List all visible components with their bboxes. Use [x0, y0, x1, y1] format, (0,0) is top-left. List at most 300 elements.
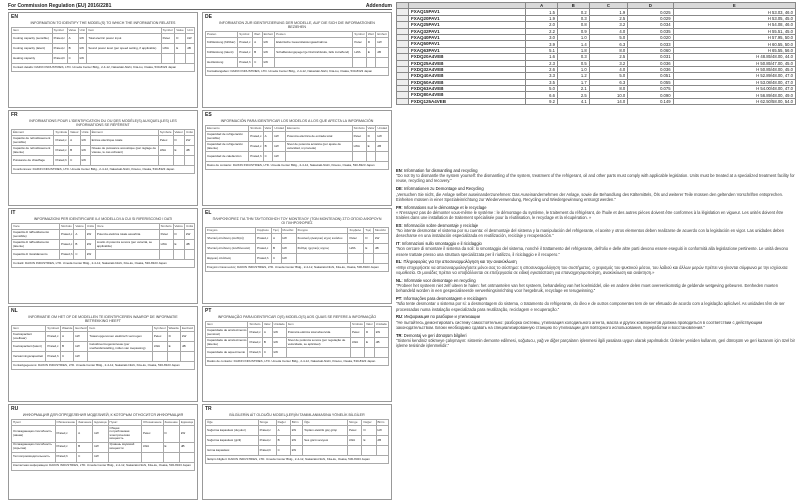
table-cell: Ψυκτική απόδοση (αισθητή)	[206, 234, 256, 244]
table-row	[12, 442, 195, 452]
model-name: FXAQ20PAV1	[409, 15, 526, 21]
table-cell: kW	[80, 146, 90, 156]
note-heading: Informatie voor demontage en recycling	[403, 277, 476, 283]
note-text: "No intente desmontar el sistema por su cuenta: el desmontaje del sistema y la manipulación del refrigerante, el aceite y otros elementos deben realizarse de acuerdo con la legislación en vigor. Las unidades deben desecharse en una instalación especializada en reutilización, reciclaje y recuperación."	[396, 228, 785, 239]
table-cell	[184, 156, 194, 166]
disposal-note-it: IT: Informazioni sullo smontaggio e il riciclaggio "Non cercare di smontare il sistema da soli: lo smontaggio del sistema, nonché il trattamento del refrigerante, dell'olio e delle altre parti devono essere eseguiti in conformità alla legislazione pertinente. Le unità devono essere trattate presso una struttura specializzata per il riutilizzo, il riciclaggio e il recupero."	[396, 241, 789, 257]
column-header: Valore	[174, 223, 183, 228]
spec-value: 9.2	[526, 98, 558, 104]
table-cell: Koelcapaciteit (voelbaar)	[12, 332, 46, 342]
spec-value: H 56.89/48.00, 49.0	[673, 92, 795, 98]
block-title: INFORMAÇÃO PARA IDENTIFICAR O(S) MODELO(S) AOS QUAIS SE REFERE A INFORMAÇÃO	[217, 315, 377, 319]
spec-value: 5.0	[526, 86, 558, 92]
table-cell: Pelec	[350, 328, 364, 338]
table-cell: A	[272, 234, 282, 244]
table-cell: B	[61, 342, 74, 352]
column-header: Symbool	[47, 325, 59, 330]
column-header: Item	[88, 326, 152, 332]
table-cell: E	[366, 48, 376, 58]
table-cell: Cooling capacity (latent)	[12, 44, 53, 54]
table-cell: kW	[373, 234, 388, 244]
spec-value: 6.6	[526, 92, 558, 98]
table-cell: dB	[376, 142, 389, 152]
table-cell: Capacidade de aquecimento	[206, 348, 248, 358]
column-header: Unidade	[273, 321, 285, 326]
info-block-el	[202, 208, 392, 304]
model-name: FXDQ32A4VEB	[409, 66, 526, 72]
table-cell: A	[77, 426, 93, 442]
spec-value: 0.5	[557, 60, 589, 66]
spec-value: H 55.51, 45.0	[673, 28, 795, 34]
disposal-note-ru: RU: Информация по разборке и утилизации "Не пытайтесь демонтировать систему самостоятельно: разборка системы, утилизация холодильного агента, масла и других компонентов должна проводиться в соответствии с действующим законодательством. Блоки необходимо сдавать на специализированную станцию по утилизации для повторного использования, переработки и восстановления."	[396, 314, 763, 330]
column-header: Unité	[185, 129, 193, 134]
spec-value: 2.6	[526, 66, 558, 72]
column-header: Símbolo	[250, 125, 262, 130]
table-cell: Prated,h	[256, 254, 272, 264]
spec-value: 1.9	[589, 9, 628, 15]
table-cell: B	[276, 436, 290, 446]
spec-row	[397, 98, 796, 104]
table-cell	[173, 156, 184, 166]
info-table	[11, 129, 195, 174]
column-header: Value	[176, 27, 184, 32]
note-language-code: EL	[396, 259, 402, 265]
table-row	[206, 436, 389, 446]
column-header: Símbolo	[249, 321, 261, 326]
table-cell: E	[175, 44, 186, 54]
column-header: Símbolo	[351, 321, 363, 326]
spec-value: 0.3	[557, 54, 589, 60]
note-heading: Πληροφορίες για την αποσυναρμολόγηση και την ανακύκλωση	[403, 259, 517, 265]
spec-value: H 54.08, 46.0	[673, 22, 795, 28]
column-header: Unité	[81, 129, 89, 134]
spec-value: 5.0	[589, 73, 628, 79]
table-cell	[366, 58, 376, 68]
table-cell: kW	[186, 34, 195, 44]
table-cell: Prated,c	[256, 234, 272, 244]
column-header: Unidad	[377, 125, 387, 130]
table-cell: Heizleistung	[206, 58, 238, 68]
table-cell: Geluidsvermogensniveau (per snelheidsinstelling, indien van toepassing)	[88, 342, 152, 352]
column-header: Waarde	[62, 325, 73, 330]
note-language-code: IT	[396, 241, 400, 247]
table-row	[206, 426, 389, 436]
table-row	[12, 54, 195, 64]
contact-details: Datos de contacto: DAIKIN INDUSTRIES, LTD. Umeda Center Bldg., 2-4-12, Nakazaki-Nishi, Kita-ku, Osaka, 530-8323 Japan	[206, 162, 389, 170]
model-name: FXDQ125A4VEB	[409, 98, 526, 104]
table-cell: Capacidad de refrigeración (sensible)	[206, 132, 249, 142]
table-cell: Isıtma kapasitesi	[206, 446, 259, 456]
column-header: Единица	[94, 419, 107, 424]
language-code: EL	[205, 210, 212, 216]
spec-value: 0.8	[557, 22, 589, 28]
table-row	[12, 426, 195, 442]
contact-details: Στοιχεία επικοινωνίας: DAIKIN INDUSTRIES, LTD. Umeda Center Bldg., 2-4-12, Nakazaki-Nishi, Kita-ku, Osaka, 530-8323 Japan	[206, 264, 389, 272]
table-cell: kW	[281, 234, 296, 244]
column-header: Unità	[185, 223, 193, 228]
table-cell: B	[74, 240, 85, 250]
column-header: Birim	[290, 420, 302, 426]
table-cell	[159, 250, 173, 260]
table-cell	[286, 348, 350, 358]
table-cell: D	[175, 34, 186, 44]
table-cell: Pelec	[158, 136, 173, 146]
table-cell: C	[67, 54, 78, 64]
column-header: Voce	[12, 224, 60, 230]
info-table	[205, 419, 389, 464]
column-header: Τιμή	[364, 228, 374, 234]
column-header: Simbolo	[160, 223, 172, 228]
column-header: Пункт	[108, 420, 141, 426]
info-block-en	[8, 12, 198, 108]
column-header: Einheit	[377, 31, 387, 36]
column-header: Unit	[187, 27, 193, 32]
column-header: Τιμή	[272, 228, 282, 234]
spec-value: 0.060	[628, 47, 673, 53]
spec-value: 4.0	[589, 66, 628, 72]
table-cell: Охлаждающая способность (скрытая)	[12, 442, 56, 452]
table-cell: Prated,c	[46, 332, 61, 342]
spec-column-header: D	[628, 3, 673, 9]
table-cell: Prated,h	[238, 58, 253, 68]
column-header: Пункт	[12, 420, 56, 426]
spec-value: 0.075	[628, 86, 673, 92]
table-cell: kW	[93, 426, 108, 442]
table-cell: B	[77, 442, 93, 452]
language-code: NL	[11, 308, 18, 314]
table-cell: Pelec	[161, 34, 175, 44]
column-header: Öğe	[303, 420, 348, 426]
column-header: Value	[68, 27, 77, 32]
info-table	[205, 227, 389, 272]
note-language-code: FR	[396, 204, 402, 210]
note-text: „Versuchen Sie nicht, die Anlage selber auseinanderzunehmen: Das Auseinandernehmen der Anlage, sowie die Behandlung des Kältemittels, Öls und weiterer Teile müssen den geltenden Vorschriften entsprechen. Einheiten müssen in einer Spezialeinrichtung zur Wiederverwendung, Recycling und Wiedergewinnung entsorgt werden."	[396, 191, 784, 202]
table-cell	[90, 156, 158, 166]
column-header: Symbole	[159, 129, 172, 134]
table-cell: A	[263, 132, 273, 142]
info-table	[205, 125, 389, 170]
table-cell: A	[276, 426, 290, 436]
table-row	[12, 136, 195, 146]
spec-value: H 53.03, 46.0	[673, 9, 795, 15]
disposal-note-nl: NL: Informatie voor demontage en recycling "Probeer het systeem niet zelf uiteen te halen: het ontmantelen van het systeem, behandeling van het koelmiddel, olie en andere delen moet overeenkomstig de geldende wetgeving gebeuren. Eenheden moeten behandeld worden in een gespecialiseerde verwerkingsinrichting voor hergebruik, recyclage en terugwinning."	[396, 277, 778, 294]
spec-value: 10.0	[589, 92, 628, 98]
table-cell: Prated,c	[60, 230, 74, 240]
language-code: FR	[11, 112, 18, 118]
table-cell	[161, 54, 175, 64]
spec-value: 3.0	[526, 34, 558, 40]
spec-value: 2.3	[526, 60, 558, 66]
column-header: Item	[286, 322, 350, 328]
disposal-note-el: EL: Πληροφορίες για την αποσυναρμολόγηση και την ανακύκλωση «Μην επιχειρήσετε να αποσυναρμολογήσετε μόνοι σας το σύστημα: η αποσυναρμολόγηση του συστήματος, ο χειρισμός του ψυκτικού μέσου, του λαδιού και άλλων μερών πρέπει να γίνονται σύμφωνα με την ισχύουσα νομοθεσία. Οι μονάδες πρέπει να υποβάλλονται σε επεξεργασία σε ειδική εγκατάσταση για επαναχρησιμοποίηση, ανακύκλωση και ανάκτηση.»	[396, 259, 788, 275]
spec-value: 8.0	[589, 86, 628, 92]
column-header: Değer	[276, 420, 290, 426]
table-cell	[296, 254, 348, 264]
table-cell: kW	[78, 34, 87, 44]
table-cell: Prated,c	[256, 244, 272, 254]
block-title: ИНФОРМАЦИЯ ДЛЯ ОПРЕДЕЛЕНИЯ МОДЕЛИ/ЕЙ, К КОТОРЫМ ОТНОСИТСЯ ИНФОРМАЦИЯ	[22, 413, 184, 417]
table-cell	[362, 446, 376, 456]
block-title: INFORMATION ZUR IDENTIFIZIERUNG DER MODELLE, AUF DIE SICH DIE INFORMATIONEN BEZIEHEN	[219, 21, 375, 30]
table-cell: dB	[376, 436, 389, 446]
table-cell: A	[67, 34, 78, 44]
table-cell: A	[61, 332, 74, 342]
table-cell: Prated,c	[258, 426, 276, 436]
table-cell: D	[366, 38, 376, 48]
note-heading: Informazioni sullo smontaggio e il riciclaggio	[401, 241, 482, 247]
spec-value: 1.7	[557, 79, 589, 85]
table-cell: kW	[374, 328, 388, 338]
table-cell: C	[61, 352, 74, 362]
note-text: "Sistemi kendiniz sökmeye çalışmayın: sistemin demonte edilmesi, soğutucu, yağ ve diğer parçaların işlenmesi ilgili yasalara uygun olarak yapılmalıdır. Üniteler yeniden kullanım, geri dönüşüm ve geri kazanım için özel bir işleme tesisinde işlenmelidir."	[396, 337, 795, 349]
table-cell	[374, 348, 388, 358]
table-cell: kW	[179, 426, 194, 442]
spec-value: 0.033	[628, 41, 673, 47]
spec-value: 5.0	[589, 34, 628, 40]
spec-value: 3.3	[526, 73, 558, 79]
spec-value: 3.2	[589, 22, 628, 28]
table-cell: Elektrische Gesamtleistungsaufnahme	[275, 38, 353, 48]
contact-details: Coordonnées: DAIKIN INDUSTRIES, LTD. Umeda Center Bldg., 2-4-12, Nakazaki-Nishi, Kita-ku, Osaka, 530-8323 Japan	[12, 166, 195, 174]
table-cell: C	[77, 452, 93, 462]
table-cell: E	[163, 442, 179, 452]
table-cell: C	[263, 152, 273, 162]
table-cell: E	[173, 146, 184, 156]
spec-value: 0.036	[628, 60, 673, 66]
column-header: Μονάδα	[373, 228, 388, 234]
column-header: Posten	[275, 32, 353, 38]
table-cell: kW	[85, 250, 95, 260]
block-title: INFORMAZIONI PER IDENTIFICARE IL/I MODELLO/I A CUI SI RIFERISCONO I DATI	[33, 217, 173, 221]
spec-value: H 53.05, 45.0	[673, 15, 795, 21]
table-cell: C	[276, 446, 290, 456]
table-cell	[184, 250, 194, 260]
table-cell: Soğutma kapasitesi (gizli)	[206, 436, 259, 446]
column-header: Item	[87, 28, 161, 34]
table-row	[12, 352, 195, 362]
spec-value: H 54.00/48.00, 47.0	[673, 86, 795, 92]
contact-details: Dados de contacto: DAIKIN INDUSTRIES, LTD. Umeda Center Bldg., 2-4-12, Nakazaki-Nishi, Kita-ku, Osaka, 530-8323 Japan	[206, 358, 389, 366]
table-cell: Capacità di riscaldamento	[12, 250, 60, 260]
table-cell	[348, 254, 364, 264]
column-header: Değer	[362, 420, 376, 426]
disposal-note-de: DE: Informationen zu Demontage und Recycling „Versuchen Sie nicht, die Anlage selber auseinanderzunehmen: Das Auseinandernehmen der Anlage, sowie die Behandlung des Kältemittels, Öls und weiterer Teile müssen den geltenden Vorschriften entsprechen. Einheiten müssen in einer Spezialeinrichtung zur Wiederverwendung, Recycling und Wiedergewinnung entsorgt werden."	[396, 186, 784, 202]
table-row	[206, 254, 389, 264]
table-cell: Total electric power input	[87, 34, 161, 44]
table-cell: kW	[93, 442, 108, 452]
table-cell	[303, 446, 348, 456]
language-code: RU	[11, 406, 19, 412]
table-cell	[373, 254, 388, 264]
table-cell: D	[163, 426, 179, 442]
model-name: FXDQ20A4VEB	[409, 54, 526, 60]
table-cell: Στάθμη ηχητικής ισχύος	[296, 244, 348, 254]
table-row	[206, 328, 389, 338]
table-cell: Prated,h	[60, 250, 74, 260]
column-header: Symbol	[354, 31, 365, 36]
column-header: Symbol	[238, 32, 253, 38]
table-cell: LWA	[352, 142, 366, 152]
table-cell: E	[364, 244, 374, 254]
table-cell: Prated,c	[248, 328, 262, 338]
column-header: Eenheid	[181, 325, 193, 330]
note-language-code: ES	[396, 222, 402, 228]
table-cell: Pelec	[159, 230, 173, 240]
note-text: "Não tente desmontar o sistema por si: a desmontagem do sistema, o tratamento do refrigerante, do óleo e de outros componentes tem de ser efetuado de acordo com a legislação aplicável. As unidades têm de ser processadas numa instalação especializada para reutilização, reciclagem e recuperação."	[396, 301, 785, 312]
block-title: INFORMATIE OM HET OF DE MODELLEN TE IDENTIFICEREN WAAROP DE INFORMATIE BETREKKING HEEFT	[28, 315, 178, 324]
table-cell: kW	[272, 338, 286, 348]
language-code: EN	[11, 14, 18, 20]
model-name: FXAQ40PAV1	[409, 34, 526, 40]
spec-value: 2.5	[589, 54, 628, 60]
table-cell	[366, 152, 376, 162]
spec-value: 6.3	[589, 41, 628, 47]
table-cell: Общая потребляемая электрическая мощность	[108, 426, 141, 442]
table-row	[206, 338, 389, 348]
spec-value: 0.034	[628, 22, 673, 28]
table-row	[12, 452, 195, 462]
spec-value: 0.035	[628, 28, 673, 34]
document-header	[8, 2, 392, 10]
column-header: Symbol	[52, 28, 67, 34]
column-header: Simbolo	[61, 223, 72, 228]
info-table	[11, 419, 195, 470]
table-cell: kW	[262, 38, 275, 48]
table-cell: LWA	[347, 436, 361, 446]
table-cell	[376, 152, 389, 162]
column-header: Значение	[164, 419, 178, 424]
contact-details: İletişim bilgileri: DAIKIN INDUSTRIES, LTD. Umeda Center Bldg., 2-4-12, Nakazaki-Nishi, Kita-ku, Osaka, 530-8323 Japan	[206, 456, 389, 464]
column-header: Обозначение	[142, 419, 162, 424]
contact-details: Contact details: DAIKIN INDUSTRIES, LTD. Umeda Center Bldg., 2-4-12, Nakazaki-Nishi, Kita-ku, Osaka, 530-8323 Japan	[12, 64, 195, 72]
table-row	[12, 44, 195, 54]
table-row	[12, 230, 195, 240]
table-cell: kW	[80, 136, 90, 146]
table-cell: Heating capacity	[12, 54, 53, 64]
spec-value: H 65.55, 56.0	[673, 47, 795, 53]
info-table	[205, 31, 389, 76]
note-heading: Information for dismantling and recycling	[403, 168, 478, 173]
table-cell	[179, 452, 194, 462]
table-cell: Prated,h	[52, 54, 67, 64]
column-header: Symbool	[153, 325, 166, 330]
table-cell: Pelec	[141, 426, 163, 442]
table-cell: kW	[93, 452, 108, 462]
table-cell: kW	[281, 254, 296, 264]
table-cell: Capacité de refroidissement (sensible)	[12, 136, 54, 146]
table-cell: Toplam elektrik güç girişi	[303, 426, 348, 436]
column-header: Valore	[75, 223, 84, 228]
table-cell: C	[253, 58, 263, 68]
table-cell: LWA	[159, 240, 173, 250]
table-cell: Prated,c	[52, 44, 67, 54]
table-row	[206, 244, 389, 254]
info-block-it	[8, 208, 198, 304]
table-cell: kW	[376, 38, 389, 48]
table-cell: Prated,c	[249, 132, 263, 142]
spec-value: 3.5	[526, 79, 558, 85]
spec-value: H 57.95, 50.0	[673, 34, 795, 40]
table-cell: E	[173, 240, 184, 250]
spec-value: 0.3	[557, 15, 589, 21]
table-cell	[95, 250, 159, 260]
table-cell: Ψυκτική απόδοση (λανθάνουσα)	[206, 244, 256, 254]
language-code: IT	[11, 210, 16, 216]
table-cell: kW	[74, 352, 88, 362]
table-cell: kW	[273, 142, 286, 152]
table-cell: B	[253, 48, 263, 58]
table-cell: E	[362, 436, 376, 446]
table-cell: Verwarmingscapaciteit	[12, 352, 46, 362]
table-cell: dB	[374, 338, 388, 348]
contact-details: Контактная информация: DAIKIN INDUSTRIES, LTD. Umeda Center Bldg., 2-4-12, Nakazaki-Nishi, Kita-ku, Osaka, 530-8323 Japan	[12, 462, 195, 470]
disposal-note-pt: PT: Informações para desmontagem e reciclagem "Não tente desmontar o sistema por si: a desmontagem do sistema, o tratamento do refrigerante, do óleo e de outros componentes tem de ser efetuado de acordo com a legislação aplicável. As unidades têm de ser processadas numa instalação especializada para reutilização, reciclagem e recuperação."	[396, 296, 785, 312]
note-text: "Probeer het systeem niet zelf uiteen te halen: het ontmantelen van het systeem, behandeling van het koelmiddel, olie en andere delen moet overeenkomstig de geldende wetgeving gebeuren. Eenheden moeten behandeld worden in een gespecialiseerde verwerkingsinrichting voor hergebruik, recyclage en terugwinning."	[396, 283, 778, 294]
spec-value: H 50.85/47.00, 45.0	[673, 60, 795, 66]
table-cell: D	[362, 426, 376, 436]
table-cell	[376, 58, 389, 68]
spec-value: 2.0	[526, 22, 558, 28]
spec-value: 0.055	[628, 79, 673, 85]
table-cell: Kühlleistung (latent)	[206, 48, 238, 58]
table-cell	[353, 58, 366, 68]
table-cell: B	[263, 142, 273, 152]
language-code: DE	[205, 14, 212, 20]
table-cell: kW	[180, 332, 194, 342]
spec-value: 0.020	[628, 34, 673, 40]
table-row	[206, 58, 389, 68]
column-header: Simge	[347, 420, 361, 426]
table-cell: LWA	[141, 442, 163, 452]
spec-column-header: C	[589, 3, 628, 9]
table-cell: Potencia eléctrica de entrada total	[285, 132, 352, 142]
table-cell: Soğutma kapasitesi (duyulur)	[206, 426, 259, 436]
note-heading: Информация по разборке и утилизации	[404, 314, 480, 320]
table-cell: kW	[273, 132, 286, 142]
column-header: Wert	[367, 31, 375, 36]
note-text: «Μην επιχειρήσετε να αποσυναρμολογήσετε μόνοι σας το σύστημα: η αποσυναρμολόγηση του συστήματος, ο χειρισμός του ψυκτικού μέσου, του λαδιού και άλλων μερών πρέπει να γίνονται σύμφωνα με την ισχύουσα νομοθεσία. Οι μονάδες πρέπει να υποβάλλονται σε επεξεργασία σε ειδική εγκατάσταση για επαναχρησιμοποίηση, ανακύκλωση και ανάκτηση.»	[396, 264, 788, 275]
info-table	[205, 321, 389, 366]
note-text: "Не пытайтесь демонтировать систему самостоятельно: разборка системы, утилизация холодильного агента, масла и других компонентов должна проводиться в соответствии с действующим законодательством. Блоки необходимо сдавать на специализированную станцию по утилизации для повторного использования, переработки и восстановления."	[396, 319, 763, 330]
column-header: Item	[12, 28, 53, 34]
table-row	[206, 132, 389, 142]
column-header: Öğe	[206, 420, 259, 426]
spec-value: 0.029	[628, 15, 673, 21]
table-cell: Prated,c	[248, 338, 262, 348]
table-cell: Prated,h	[248, 348, 262, 358]
column-header: Symbole	[55, 129, 68, 134]
spec-value: H 50.85/48.00, 45.0	[673, 66, 795, 72]
note-heading: Informationen zu Demontage und Recycling	[403, 186, 484, 192]
table-cell	[88, 352, 152, 362]
column-header: Posten	[206, 32, 238, 38]
note-text: "Do not try to dismantle the system yourself: the dismantling of the system, treatment of the refrigerant, oil and other parts must comply with applicable legislation. Units must be treated at a specialized treatment facility for reuse, recycling and recovery."	[396, 173, 795, 184]
table-cell: kW	[85, 230, 95, 240]
table-row	[206, 152, 389, 162]
addendum-label: Addendum	[365, 2, 392, 9]
block-title: INFORMACIÓN PARA IDENTIFICAR LOS MODELOS A LOS QUE AFECTA LA INFORMACIÓN	[220, 119, 374, 123]
table-cell	[108, 452, 141, 462]
table-cell: Capacità di raffreddamento (latente)	[12, 240, 60, 250]
table-cell: kW	[78, 44, 87, 54]
table-cell: Prated,c	[46, 342, 61, 352]
table-cell: LWA	[353, 48, 366, 58]
info-block-fr	[8, 110, 198, 206]
spec-value: 2.5	[557, 92, 589, 98]
table-cell: Prated,c	[238, 38, 253, 48]
table-cell: kW	[273, 152, 286, 162]
info-block-de	[202, 12, 392, 108]
